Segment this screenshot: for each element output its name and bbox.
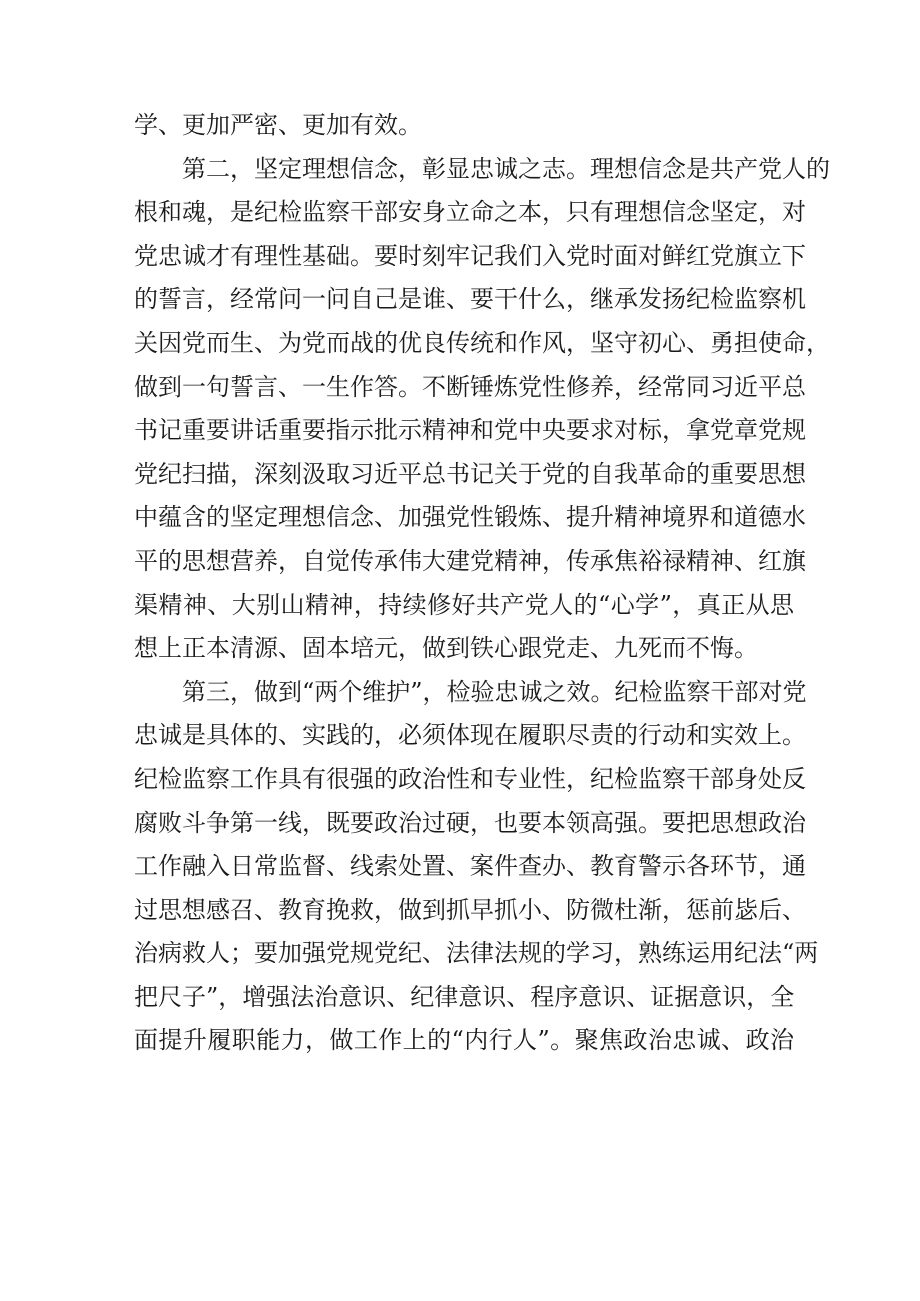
text-line: 想上正本清源、固本培元，做到铁心跟党走、九死而不悔。 bbox=[134, 634, 758, 663]
text-line: 把尺子”，增强法治意识、纪律意识、程序意识、证据意识，全 bbox=[134, 982, 795, 1011]
text-line: 根和魂，是纪检监察干部安身立命之本，只有理想信念坚定，对 bbox=[134, 198, 806, 227]
text-line: 书记重要讲话重要指示批示精神和党中央要求对标，拿党章党规 bbox=[134, 416, 806, 445]
text-line: 腐败斗争第一线，既要政治过硬，也要本领高强。要把思想政治 bbox=[134, 808, 806, 837]
text-line: 忠诚是具体的、实践的，必须体现在履职尽责的行动和实效上。 bbox=[134, 721, 806, 750]
text-line: 纪检监察工作具有很强的政治性和专业性，纪检监察干部身处反 bbox=[134, 764, 806, 793]
text-line: 中蕴含的坚定理想信念、加强党性锻炼、提升精神境界和道德水 bbox=[134, 503, 806, 532]
text-line: 平的思想营养，自觉传承伟大建党精神，传承焦裕禄精神、红旗 bbox=[134, 546, 806, 575]
text-line: 治病救人；要加强党规党纪、法律法规的学习，熟练运用纪法“两 bbox=[134, 939, 819, 968]
text-line: 的誓言，经常问一问自己是谁、要干什么，继承发扬纪检监察机 bbox=[134, 285, 806, 314]
text-line: 党纪扫描，深刻汲取习近平总书记关于党的自我革命的重要思想 bbox=[134, 459, 806, 488]
text-line: 学、更加严密、更加有效。 bbox=[134, 111, 422, 139]
text-line: 面提升履职能力，做工作上的“内行人”。聚焦政治忠诚、政治 bbox=[134, 1026, 794, 1055]
paragraph-first-line: 第二，坚定理想信念，彰显忠诚之志。理想信念是共产党人的 bbox=[182, 154, 830, 183]
text-line: 过思想感召、教育挽救，做到抓早抓小、防微杜渐，惩前毖后、 bbox=[134, 895, 806, 924]
text-line: 工作融入日常监督、线索处置、案件查办、教育警示各环节，通 bbox=[134, 852, 806, 881]
body-text bbox=[134, 104, 830, 1063]
text-line: 渠精神、大别山精神，持续修好共产党人的“心学”，真正从思 bbox=[134, 590, 794, 619]
paragraph-first-line: 第三，做到“两个维护”，检验忠诚之效。纪检监察干部对党 bbox=[182, 677, 807, 706]
text-line: 党忠诚才有理性基础。要时刻牢记我们入党时面对鲜红党旗立下 bbox=[134, 241, 806, 270]
text-line: 关因党而生、为党而战的优良传统和作风，坚守初心、勇担使命， bbox=[134, 328, 830, 357]
text-line: 做到一句誓言、一生作答。不断锤炼党性修养，经常同习近平总 bbox=[134, 372, 806, 401]
